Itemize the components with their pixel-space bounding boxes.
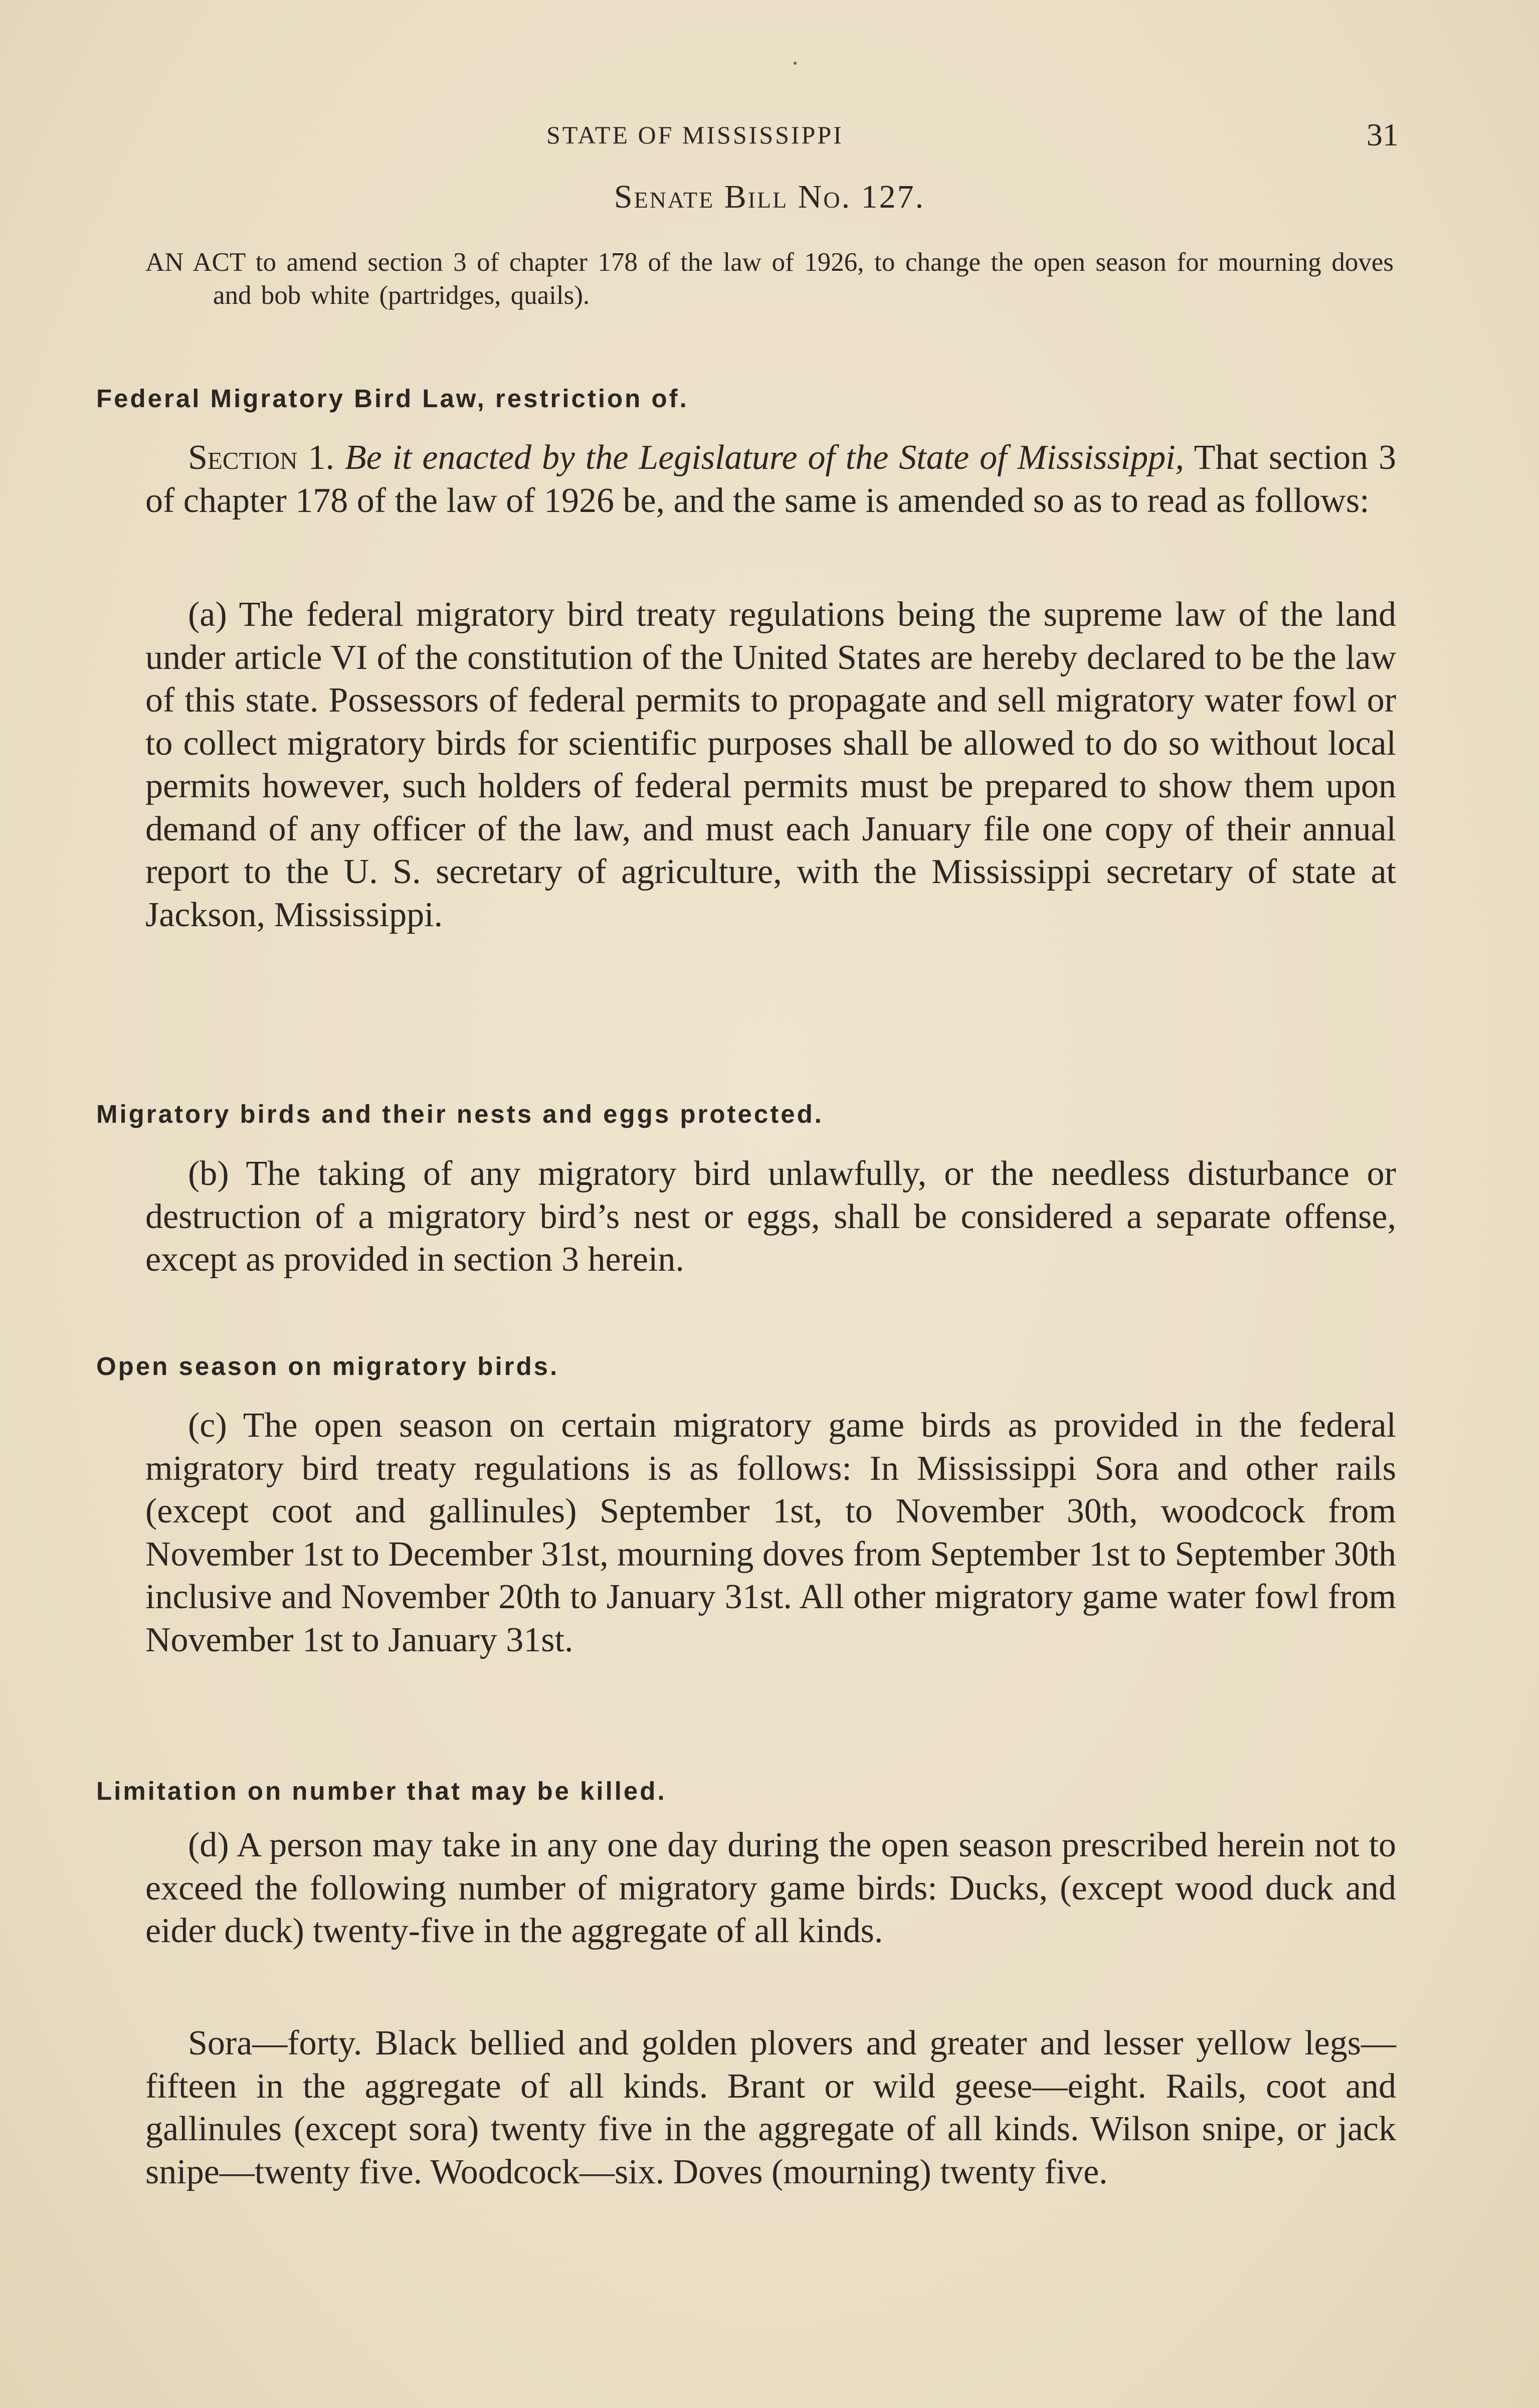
enacting-clause: Be it enacted by the Legislature of the State of Mississippi, (344, 438, 1185, 477)
page-header (145, 116, 1399, 151)
act-summary: AN ACT to amend section 3 of chapter 178 of the law of 1926, to change the open season for mourning doves and bob white (partridges, quails). (145, 248, 1394, 310)
sidehead-limitation: Limitation on number that may be killed. (96, 1777, 667, 1805)
running-head: STATE OF MISSISSIPPI (546, 121, 844, 149)
sidehead-federal-law: Federal Migratory Bird Law, restriction of. (96, 384, 689, 413)
paragraph-b: (b) The taking of any migratory bird unlawfully, or the needless disturbance or destruction of a migratory bird’s nest or eggs, shall be considered a separate offense, except as provided in section 3 herein. (145, 1154, 1396, 1279)
paper-speck (794, 62, 797, 65)
sidehead-nests-eggs: Migratory birds and their nests and eggs protected. (96, 1100, 824, 1128)
paragraph-c: (c) The open season on certain migratory game birds as provided in the federal migratory bird treaty regulations is as follows: In Mississippi Sora and other rails (except coot and gallinules) September 1st, to November 30th, woodcock from November 1st to December 31st, mourning doves from September 1st to September 30th inclusive and November 20th to January 31st. All other migratory game water fowl from November 1st to January 31st. (145, 1406, 1396, 1659)
section-1-text: That section 3 of chapter 178 of the law of 1926 be, and the same is amended so as to read as follows: (145, 438, 1397, 520)
paragraph-a: (a) The federal migratory bird treaty regulations being the supreme law of the land under article VI of the constitution of the United States are hereby declared to be the law of this state. Possessors of federal permits to propagate and sell migratory water fowl or to collect migratory birds for scientific purposes shall be allowed to do so without local permits however, such holders of federal permits must be prepared to show them upon demand of any officer of the law, and must each January file one copy of their annual report to the U. S. secretary of agriculture, with the Mississippi secretary of state at Jackson, Mississippi. (145, 595, 1396, 934)
page-number: 31 (1367, 117, 1399, 152)
bill-title: Senate Bill No. 127. (614, 179, 925, 215)
section-label: Section 1. (188, 438, 334, 477)
paragraph-bag-limits: Sora—forty. Black bellied and golden plovers and greater and lesser yellow legs—fifteen in the aggregate of all kinds. Brant or wild geese—eight. Rails, coot and gallinules (except sora) twenty five in the aggregate of all kinds. Wilson snipe, or jack snipe—twenty five. Woodcock—six. Doves (mourning) twenty five. (145, 2024, 1396, 2191)
sidehead-open-season: Open season on migratory birds. (96, 1352, 559, 1381)
paragraph-d: (d) A person may take in any one day during the open season prescribed herein not to exceed the following number of migratory game birds: Ducks, (except wood duck and eider duck) twenty-five in the aggregate of all kinds. (145, 1826, 1396, 1950)
section-1-paragraph (145, 436, 1396, 522)
